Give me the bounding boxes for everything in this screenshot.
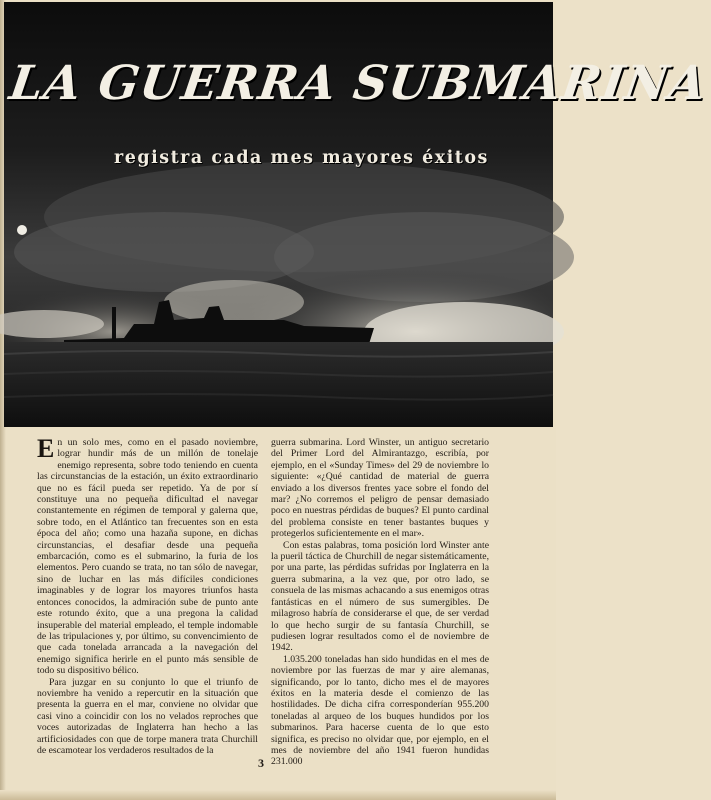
drop-cap: E [37,434,55,463]
article-column-left [37,434,258,756]
article-title: LA GUERRA SUBMARINA [6,56,711,111]
paragraph: 1.035.200 toneladas han sido hundidas en el mes de noviembre por las fuerzas de mar y aire alemanas, significando, por lo tanto, dicho mes el de mayores éxitos en la materia desde el comienzo de las hostilidades. De dicha cifra corresponderían 955.200 toneladas al arqueo de los buques hundidos por los submarinos. Para hacerse cuenta de lo que esto significa, es preciso no olvidar que, por ejemplo, en el mes de noviembre del año 1941 fueron hundidas 231.000 [271,653,489,768]
paragraph: guerra submarina. Lord Winster, un antiguo secretario del Primer Lord del Almirantazgo, escribía, por ejemplo, en el «Sunday Times» del 29 de noviembre lo siguiente: «¿Qué cantidad de material de guerra enviado a los diversos frentes yace sobre el fondo del mar? ¿No corremos el peligro de pensar demasiado poco en nuestras pérdidas de buques? El punto cardinal del problema consiste en tener bastantes buques y protegerlos suficientemente en el mar». [271,437,489,540]
paragraph [37,434,258,677]
article-subtitle: registra cada mes mayores éxitos [114,148,489,168]
page-number: 3 [258,756,264,770]
paragraph: Con estas palabras, toma posición lord Winster ante la pueril táctica de Churchill de negar sistemáticamente, por una parte, las pérdidas sufridas por Inglaterra en la guerra submarina, a la vez que, por otro lado, se consuela de las mismas achacando a sus enemigos otras fantásticas en el número de sus sumergibles. De milagroso habría de considerarse el que, de ser verdad lo que hecho surgir de su fantasía Churchill, se pudiesen lograr resultados como el de noviembre de 1942. [271,539,489,654]
page-edge-bottom [0,790,556,800]
warship-photo [4,2,711,427]
article-column-right [271,437,489,768]
paragraph-text: n un solo mes, como en el pasado noviembre, lograr hundir más de un millón de tonelaje enemigo representa, sobre todo teniendo en cuenta las circunstancias de la estación, un éxito extraordinario que no es fácil pueda ser repetido. Ya de por sí constituye una no pequeña dificultad el navegar constantemente en régimen de temporal y galerna que, sobre todo, en el Atlántico tan frecuentes son en esta época del año; como una hazaña supone, en dichas circunstancias, el desafiar desde una pequeña embarcación, como es el submarino, la furia de los elementos. Pero cuando se trata, no tan sólo de navegar, sino de luchar en las más difíciles condiciones imaginables y de lograr los mayores triunfos hasta entonces conocidos, la admiración sube de punto ante este rotundo éxito, que a una pregona la calidad insuperable del material empleado, el temple indomable de las tripulaciones y, por último, su convencimiento de que cada tonelada arrancada a la navegación del enemigo significa herirle en el punto más sensible de todo su dispositivo bélico. [37,437,258,677]
paragraph: Para juzgar en su conjunto lo que el triunfo de noviembre ha venido a repercutir en la situación que presenta la guerra en el mar, conviene no olvidar que casi vino a coincidir con los no velados reproches que voces autorizadas de Inglaterra han hecho a las artificiosidades con que de torpe manera trata Churchill de escamotear los verdaderos resultados de la [37,676,258,756]
